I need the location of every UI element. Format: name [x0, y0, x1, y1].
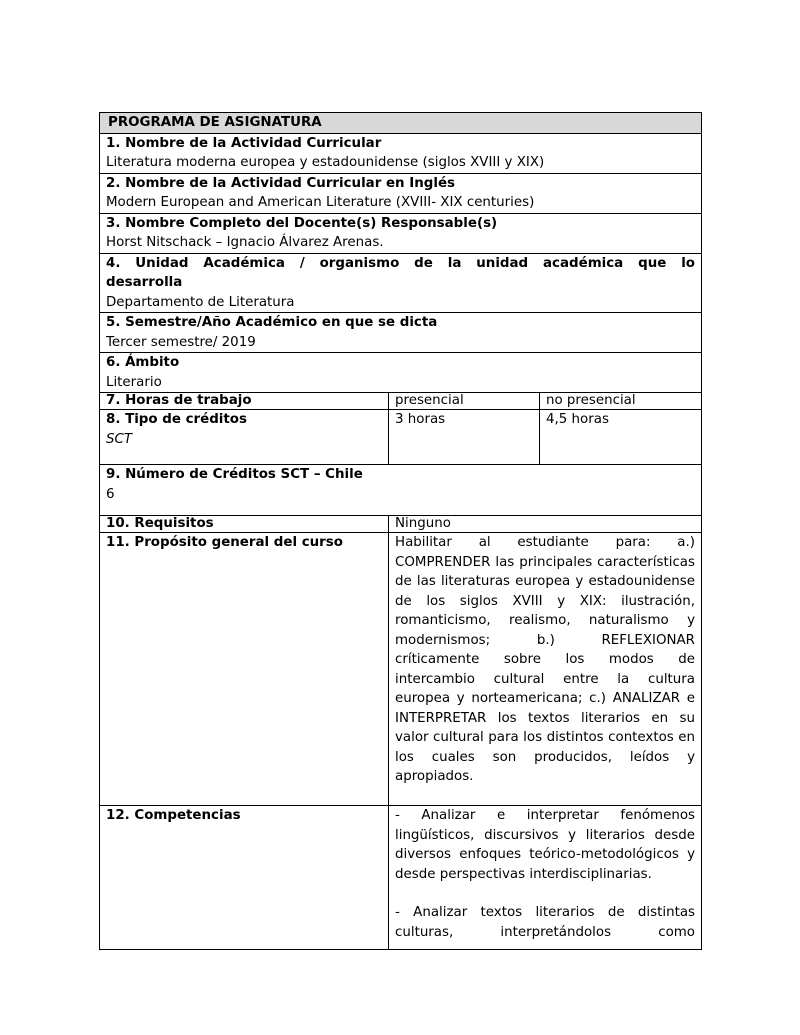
section-5-value: Tercer semestre/ 2019 [106, 334, 256, 350]
section-8-sub: SCT [106, 431, 133, 447]
section-1 [100, 133, 702, 173]
section-4-value: Departamento de Literatura [106, 294, 295, 310]
section-11 [100, 533, 702, 806]
section-6-value: Literario [106, 374, 162, 390]
section-3-value: Horst Nitschack – Ignacio Álvarez Arenas. [106, 235, 384, 250]
section-6-label: 6. Ámbito [106, 355, 180, 370]
section-12-label: 12. Competencias [100, 806, 389, 950]
section-8 [100, 410, 702, 465]
section-7-label: 7. Horas de trabajo [100, 393, 389, 410]
section-7-col2: no presencial [540, 393, 702, 410]
section-5-label: 5. Semestre/Año Académico en que se dicta [106, 315, 438, 330]
table-header: PROGRAMA DE ASIGNATURA [100, 113, 702, 134]
section-11-value: Habilitar al estudiante para: a.) COMPRENDER las principales características de las literaturas europea y estadounidense de los siglos XVIII y XIX: ilustración, romanticismo, realismo, naturalismo y modernismos; b.) REFLEXIONAR críticamente sobre los modos de intercambio cultural entre la cultura europea y norteamericana; c.) ANALIZAR e INTERPRETAR los textos literarios en su valor cultural para los distintos contextos en los cuales son producidos, leídos y apropiados. [389, 533, 702, 806]
section-4 [100, 253, 702, 313]
section-4-label-line1: 4. Unidad Académica / organismo de la unidad académica que lo [106, 255, 695, 271]
section-2 [100, 173, 702, 213]
section-7-col1: presencial [389, 393, 540, 410]
section-9 [100, 465, 702, 516]
section-5 [100, 313, 702, 353]
section-6 [100, 353, 702, 393]
section-7 [100, 393, 702, 410]
section-1-value: Literatura moderna europea y estadounidense (siglos XVIII y XIX) [106, 155, 545, 170]
syllabus-page [99, 112, 701, 950]
section-10 [100, 516, 702, 533]
syllabus-table [99, 112, 702, 950]
section-10-label: 10. Requisitos [100, 516, 389, 533]
header-row [100, 113, 702, 134]
section-2-label: 2. Nombre de la Actividad Curricular en Inglés [106, 175, 455, 191]
section-8-label: 8. Tipo de créditos [106, 412, 247, 427]
competency-item: - Analizar textos literarios de distintas culturas, interpretándolos como [395, 905, 695, 940]
section-9-label: 9. Número de Créditos SCT – Chile [106, 467, 363, 482]
section-8-col2: 4,5 horas [540, 410, 702, 465]
section-8-col1: 3 horas [389, 410, 540, 465]
section-1-label: 1. Nombre de la Actividad Curricular [106, 135, 382, 151]
section-4-label-line2: desarrolla [106, 275, 183, 290]
section-3 [100, 213, 702, 253]
competency-item: - Analizar e interpretar fenómenos lingüísticos, discursivos y literarios desde diversos enfoques teórico-metodológicos y desde perspectivas interdisciplinarias. [395, 808, 695, 882]
competency-spacer [395, 884, 695, 903]
section-10-value: Ninguno [389, 516, 702, 533]
section-11-label: 11. Propósito general del curso [100, 533, 389, 806]
section-12 [100, 806, 702, 950]
section-2-value: Modern European and American Literature (XVIII- XIX centuries) [106, 195, 535, 210]
section-3-label: 3. Nombre Completo del Docente(s) Responsable(s) [106, 215, 498, 231]
section-9-value: 6 [106, 486, 115, 502]
